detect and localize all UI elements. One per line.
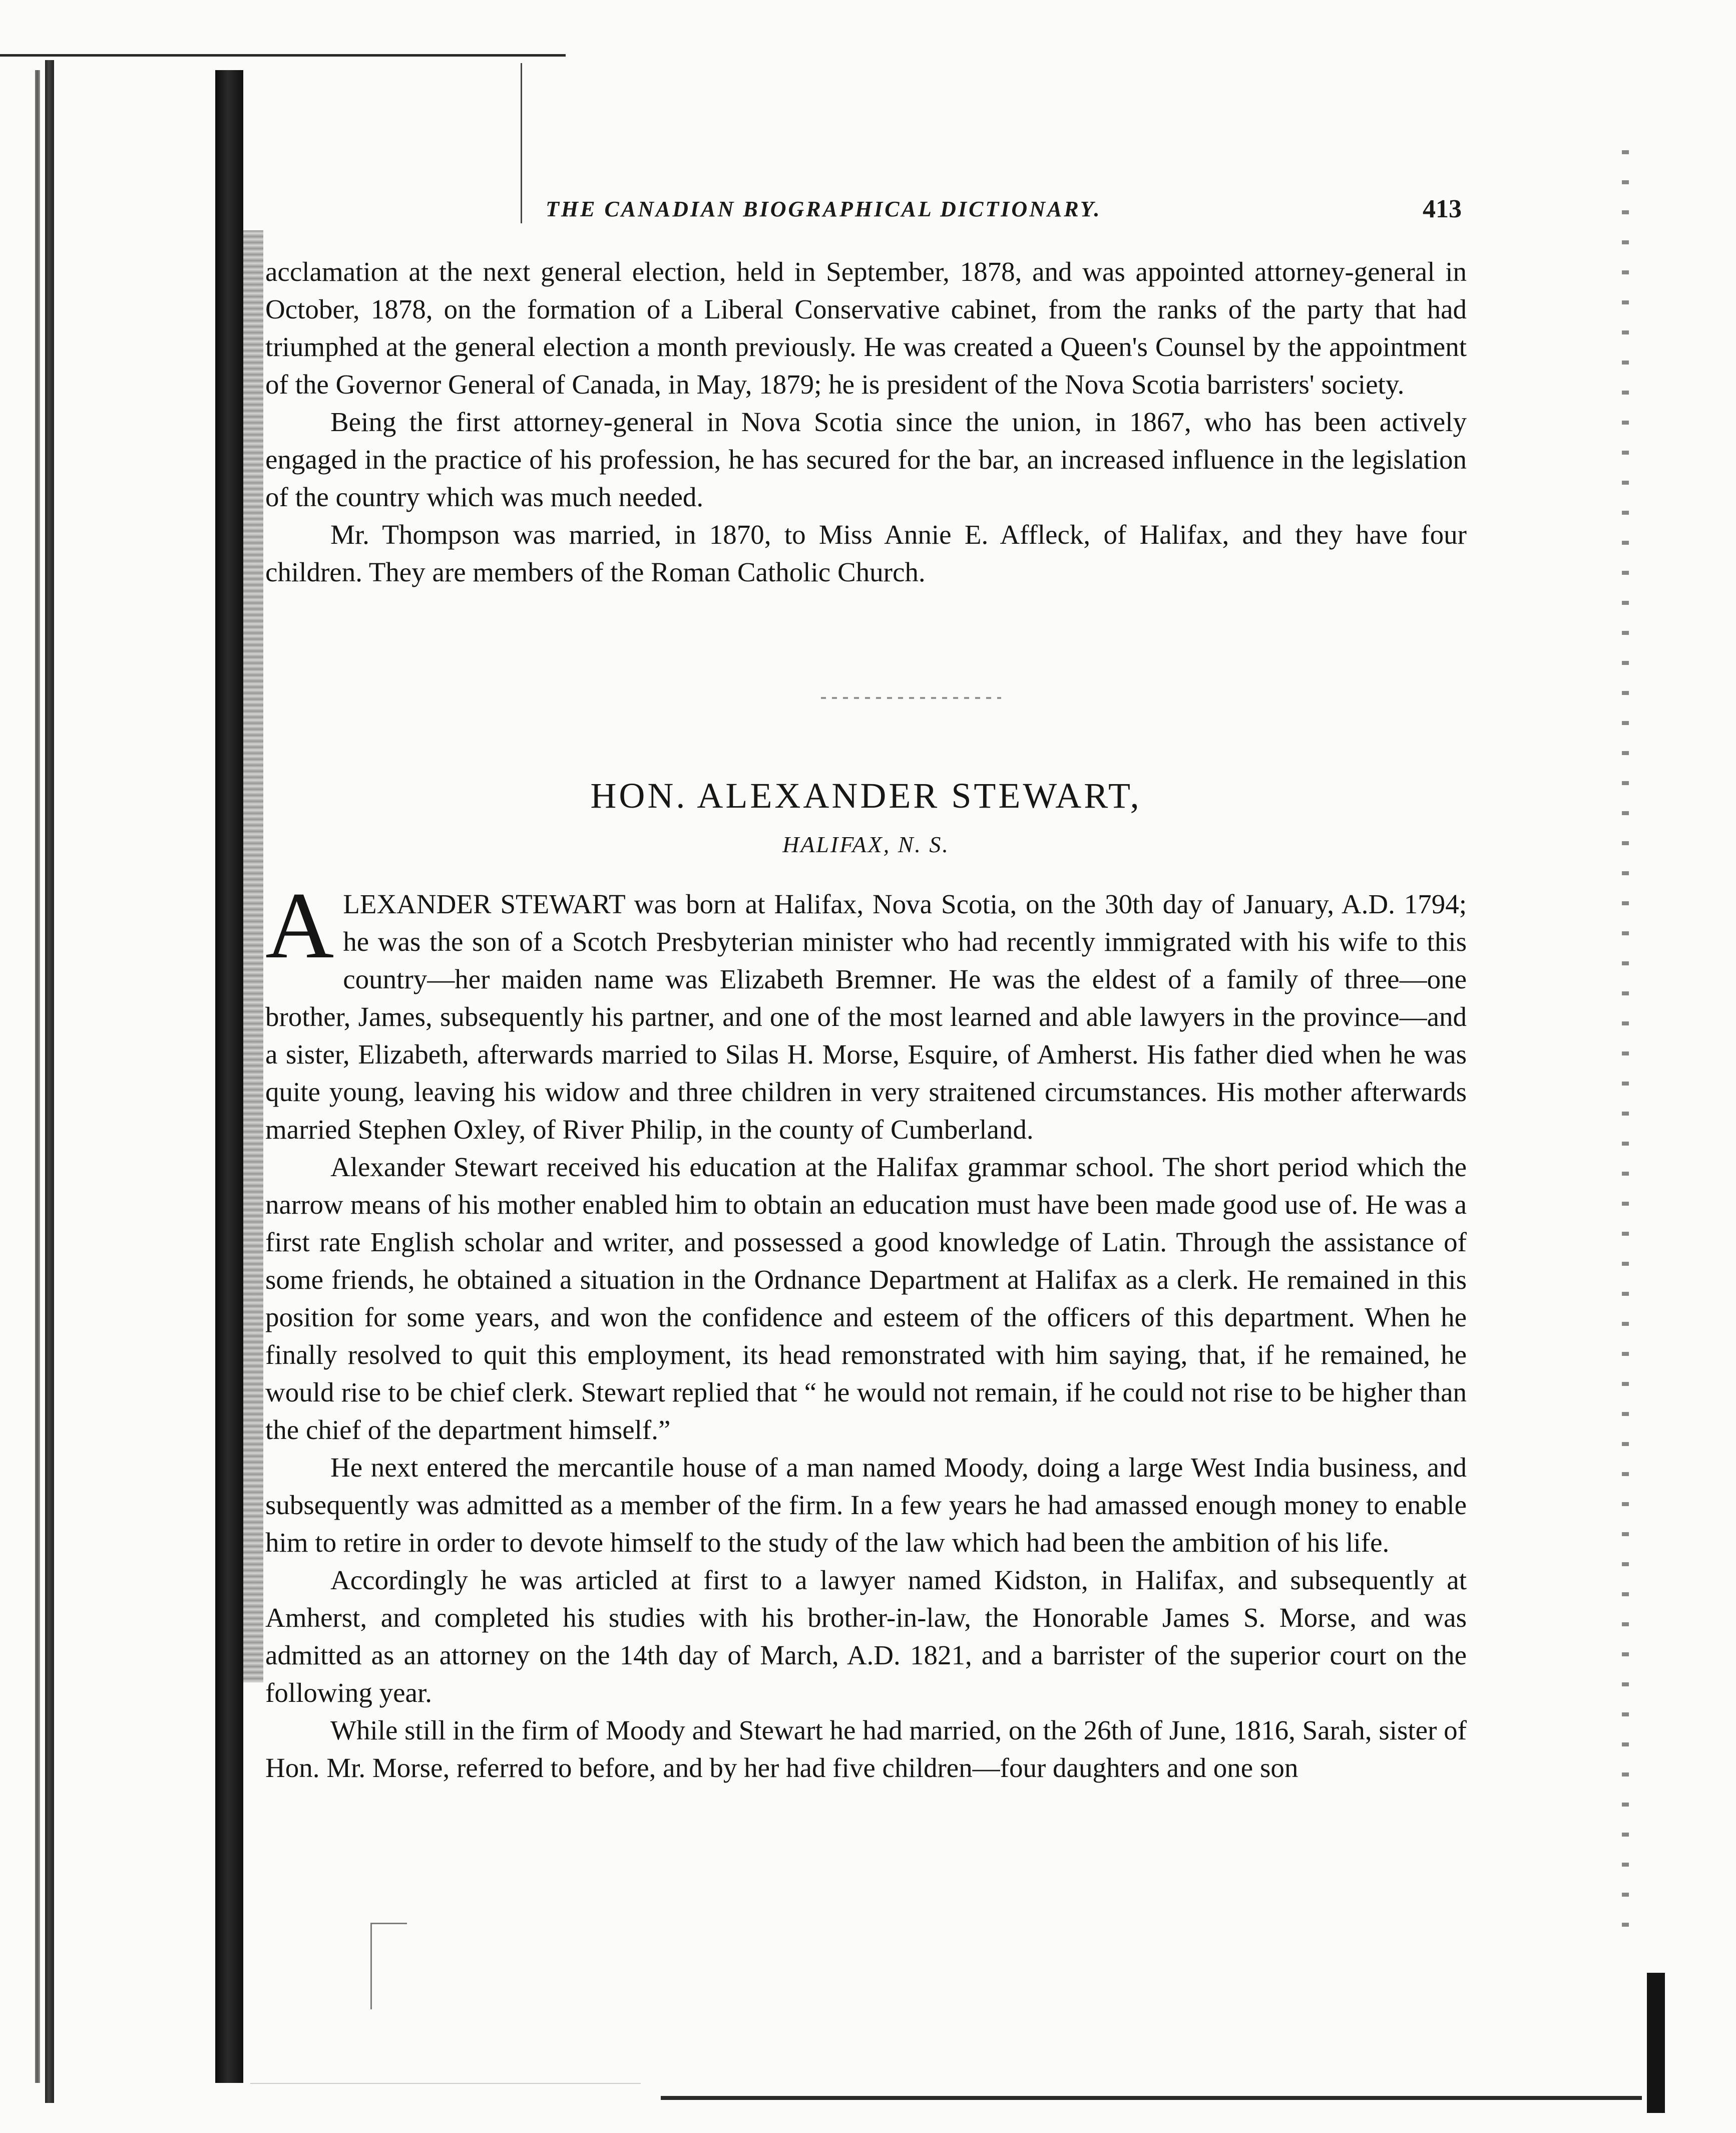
biography-text (265, 873, 1467, 1787)
margin-mark (370, 1923, 407, 2009)
paragraph: Accordingly he was articled at first to a lawyer named Kidston, in Halifax, and subsequently at Amherst, and completed his studies with his brother-in-law, the Honorable James S. Morse, and was admitted as an attorney on the 14th day of March, A.D. 1821, and a barrister of the superior court on the following year. (265, 1565, 1467, 1708)
paragraph: Being the first attorney-general in Nova Scotia since the union, in 1867, who has been actively engaged in the practice of his profession, he has secured for the bar, an increased influence in the legislation of the country which was much needed. (265, 407, 1467, 512)
paragraph: Mr. Thompson was married, in 1870, to Miss Annie E. Affleck, of Halifax, and they have four children. They are members of the Roman Catholic Church. (265, 519, 1467, 587)
top-edge-vertical-rule (521, 63, 522, 223)
paragraph: He next entered the mercantile house of a man named Moody, doing a large West India business, and subsequently was admitted as a member of the firm. In a few years he had amassed enough money to enable him to retire in order to devote himself to the study of the law which had been the ambition of his life. (265, 1452, 1467, 1558)
biography-location: HALIFAX, N. S. (782, 832, 950, 857)
bottom-edge-rule (661, 2096, 1642, 2100)
top-edge-rule (0, 54, 566, 57)
biography-title: HON. ALEXANDER STEWART, (590, 776, 1142, 816)
binding-edge (45, 60, 54, 2103)
running-head: THE CANADIAN BIOGRAPHICAL DICTIONARY. (546, 197, 1102, 221)
gutter-texture (243, 230, 263, 1682)
drop-cap: A (265, 873, 334, 978)
paragraph: acclamation at the next general election, held in September, 1878, and was appointed attorney-general in October, 1878, on the formation of a Liberal Conservative cabinet, from the ranks of the party that had triumphed at the general election a month previously. He was created a Queen's Counsel by the appointment of the Governor General of Canada, in May, 1879; he is president of the Nova Scotia barristers' society. (265, 256, 1467, 400)
page-number: 413 (1423, 195, 1462, 223)
right-edge-bar (1647, 1973, 1665, 2113)
binding-edge-thin (35, 70, 40, 2083)
opening-paragraph (265, 873, 1467, 1148)
preceding-biography-text (265, 253, 1467, 591)
paragraph: Alexander Stewart received his education at the Halifax grammar school. The short period which the narrow means of his mother enabled him to obtain an education must have been made good use of. He was a first rate English scholar and writer, and possessed a good knowledge of Latin. Through the assistance of some friends, he obtained a situation in the Ordnance Department at Halifax as a clerk. He remained in this position for some years, and won the confidence and esteem of the officers of this department. When he finally resolved to quit this employment, its head remonstrated with him saying, that, if he remained, he would rise to be chief clerk. Stewart replied that “ he would not remain, if he could not rise to be higher than the chief of the department himself.” (265, 1152, 1467, 1445)
paragraph: While still in the firm of Moody and Stewart he had married, on the 26th of June, 1816, Sarah, sister of Hon. Mr. Morse, referred to before, and by her had five children—four daughters and one son (265, 1715, 1467, 1783)
right-edge-specks (1622, 150, 1629, 1953)
gutter-shadow (215, 70, 243, 2083)
bottom-edge-faint-rule (250, 2083, 641, 2084)
section-divider (821, 697, 1001, 699)
opening-paragraph-text: LEXANDER STEWART was born at Halifax, Nova Scotia, on the 30th day of January, A.D. 1794; he was the son of a Scotch Presbyterian minister who had recently immigrated with his wife to this country—her maiden name was Elizabeth Bremner. He was the eldest of a family of three—one brother, James, subsequently his partner, and one of the most learned and able lawyers in the province—and a sister, Elizabeth, afterwards married to Silas H. Morse, Esquire, of Amherst. His father died when he was quite young, leaving his widow and three children in very straitened circumstances. His mother afterwards married Stephen Oxley, of River Philip, in the county of Cumberland. (265, 889, 1467, 1145)
